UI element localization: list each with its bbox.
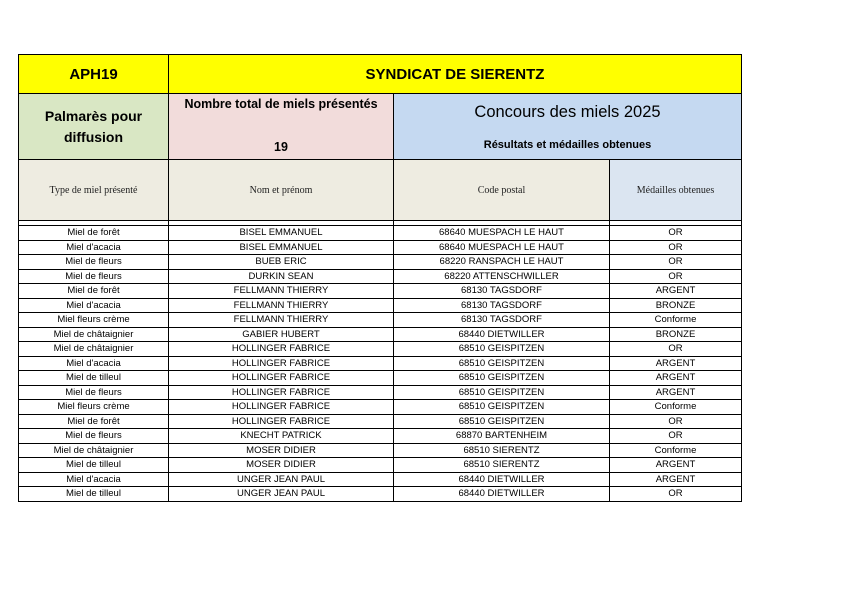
cell-medal: Conforme xyxy=(610,313,742,328)
palmares-line1: Palmarès pour xyxy=(44,107,143,124)
cell-type: Miel de tilleul xyxy=(19,371,169,386)
cell-name: FELLMANN THIERRY xyxy=(169,313,394,328)
cell-postal: 68130 TAGSDORF xyxy=(394,284,610,299)
cell-medal: OR xyxy=(610,269,742,284)
cell-name: UNGER JEAN PAUL xyxy=(169,472,394,487)
contest-title: Concours des miels 2025 xyxy=(474,103,661,121)
column-header-medal: Médailles obtenues xyxy=(610,160,742,221)
cell-name: FELLMANN THIERRY xyxy=(169,298,394,313)
cell-type: Miel de forêt xyxy=(19,226,169,241)
cell-postal: 68870 BARTENHEIM xyxy=(394,429,610,444)
cell-name: HOLLINGER FABRICE xyxy=(169,414,394,429)
cell-postal: 68440 DIETWILLER xyxy=(394,487,610,502)
cell-type: Miel d'acacia xyxy=(19,240,169,255)
cell-medal: ARGENT xyxy=(610,458,742,473)
cell-type: Miel de tilleul xyxy=(19,458,169,473)
contest-subtitle: Résultats et médailles obtenues xyxy=(483,139,652,151)
cell-type: Miel de châtaignier xyxy=(19,443,169,458)
table-row xyxy=(19,269,742,284)
cell-medal: OR xyxy=(610,487,742,502)
cell-name: MOSER DIDIER xyxy=(169,443,394,458)
cell-postal: 68220 RANSPACH LE HAUT xyxy=(394,255,610,270)
cell-medal: OR xyxy=(610,429,742,444)
cell-medal: OR xyxy=(610,255,742,270)
cell-type: Miel de fleurs xyxy=(19,385,169,400)
results-sheet xyxy=(18,54,741,502)
cell-medal: ARGENT xyxy=(610,472,742,487)
column-header-type: Type de miel présenté xyxy=(19,160,169,221)
cell-type: Miel fleurs crème xyxy=(19,400,169,415)
table-row xyxy=(19,226,742,241)
table-row xyxy=(19,400,742,415)
cell-name: HOLLINGER FABRICE xyxy=(169,385,394,400)
cell-postal: 68510 GEISPITZEN xyxy=(394,356,610,371)
cell-name: BISEL EMMANUEL xyxy=(169,240,394,255)
cell-postal: 68510 GEISPITZEN xyxy=(394,414,610,429)
table-row xyxy=(19,313,742,328)
cell-type: Miel fleurs crème xyxy=(19,313,169,328)
table-row xyxy=(19,298,742,313)
table-row xyxy=(19,342,742,357)
table-row xyxy=(19,356,742,371)
cell-type: Miel d'acacia xyxy=(19,472,169,487)
cell-postal: 68510 SIERENTZ xyxy=(394,458,610,473)
column-header-name: Nom et prénom xyxy=(169,160,394,221)
cell-name: HOLLINGER FABRICE xyxy=(169,371,394,386)
table-row xyxy=(19,240,742,255)
cell-medal: ARGENT xyxy=(610,284,742,299)
total-cell xyxy=(169,94,394,160)
column-header-row xyxy=(19,160,742,221)
cell-postal: 68510 GEISPITZEN xyxy=(394,371,610,386)
cell-type: Miel de châtaignier xyxy=(19,342,169,357)
cell-type: Miel d'acacia xyxy=(19,298,169,313)
cell-medal: ARGENT xyxy=(610,371,742,386)
cell-postal: 68510 GEISPITZEN xyxy=(394,400,610,415)
palmares-line2: diffusion xyxy=(63,128,124,145)
cell-name: BISEL EMMANUEL xyxy=(169,226,394,241)
cell-name: BUEB ERIC xyxy=(169,255,394,270)
table-row xyxy=(19,443,742,458)
cell-medal: BRONZE xyxy=(610,327,742,342)
cell-type: Miel de forêt xyxy=(19,284,169,299)
column-header-postal: Code postal xyxy=(394,160,610,221)
cell-name: KNECHT PATRICK xyxy=(169,429,394,444)
total-label: Nombre total de miels présentés xyxy=(184,97,378,111)
cell-medal: OR xyxy=(610,342,742,357)
cell-name: HOLLINGER FABRICE xyxy=(169,342,394,357)
cell-medal: ARGENT xyxy=(610,385,742,400)
cell-postal: 68510 GEISPITZEN xyxy=(394,385,610,400)
cell-name: GABIER HUBERT xyxy=(169,327,394,342)
cell-medal: Conforme xyxy=(610,400,742,415)
cell-medal: Conforme xyxy=(610,443,742,458)
cell-postal: 68640 MUESPACH LE HAUT xyxy=(394,240,610,255)
table-row xyxy=(19,327,742,342)
table-row xyxy=(19,472,742,487)
cell-medal: OR xyxy=(610,240,742,255)
cell-type: Miel de fleurs xyxy=(19,429,169,444)
cell-type: Miel de tilleul xyxy=(19,487,169,502)
title-row xyxy=(19,55,742,94)
table-row xyxy=(19,284,742,299)
table-row xyxy=(19,385,742,400)
cell-medal: BRONZE xyxy=(610,298,742,313)
cell-type: Miel de fleurs xyxy=(19,269,169,284)
cell-medal: ARGENT xyxy=(610,356,742,371)
cell-postal: 68130 TAGSDORF xyxy=(394,298,610,313)
info-row xyxy=(19,94,742,160)
table-row xyxy=(19,458,742,473)
cell-name: DURKIN SEAN xyxy=(169,269,394,284)
cell-name: HOLLINGER FABRICE xyxy=(169,400,394,415)
palmares-cell xyxy=(19,94,169,160)
cell-type: Miel de châtaignier xyxy=(19,327,169,342)
total-value: 19 xyxy=(274,140,288,154)
table-row xyxy=(19,371,742,386)
cell-type: Miel d'acacia xyxy=(19,356,169,371)
cell-postal: 68440 DIETWILLER xyxy=(394,472,610,487)
table-row xyxy=(19,487,742,502)
cell-postal: 68440 DIETWILLER xyxy=(394,327,610,342)
cell-type: Miel de forêt xyxy=(19,414,169,429)
cell-name: HOLLINGER FABRICE xyxy=(169,356,394,371)
cell-name: MOSER DIDIER xyxy=(169,458,394,473)
cell-postal: 68510 GEISPITZEN xyxy=(394,342,610,357)
results-table xyxy=(18,54,742,502)
cell-postal: 68640 MUESPACH LE HAUT xyxy=(394,226,610,241)
cell-medal: OR xyxy=(610,414,742,429)
association-code: APH19 xyxy=(19,55,169,94)
cell-type: Miel de fleurs xyxy=(19,255,169,270)
results-body xyxy=(19,226,742,502)
cell-name: UNGER JEAN PAUL xyxy=(169,487,394,502)
cell-name: FELLMANN THIERRY xyxy=(169,284,394,299)
cell-postal: 68220 ATTENSCHWILLER xyxy=(394,269,610,284)
cell-medal: OR xyxy=(610,226,742,241)
table-row xyxy=(19,429,742,444)
table-row xyxy=(19,414,742,429)
contest-cell xyxy=(394,94,742,160)
table-row xyxy=(19,255,742,270)
syndicate-title: SYNDICAT DE SIERENTZ xyxy=(169,55,742,94)
cell-postal: 68510 SIERENTZ xyxy=(394,443,610,458)
cell-postal: 68130 TAGSDORF xyxy=(394,313,610,328)
